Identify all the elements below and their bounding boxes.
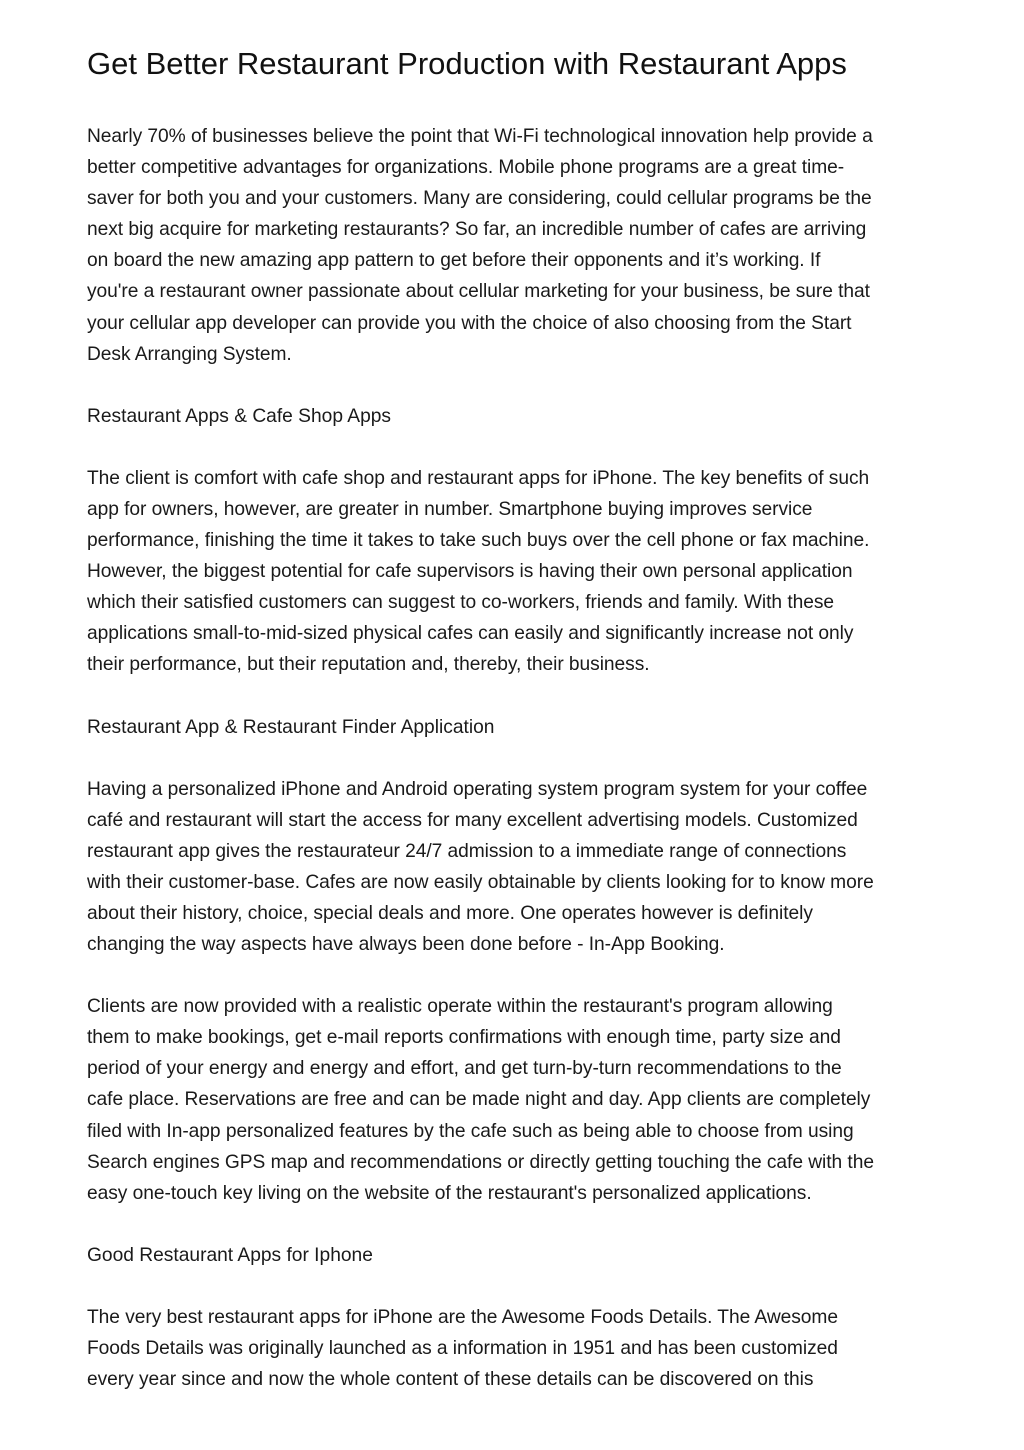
text-line: Nearly 70% of businesses believe the point that Wi-Fi technological innovation help provide a — [87, 126, 873, 147]
text-line: with their customer-base. Cafes are now easily obtainable by clients looking for to know more — [87, 871, 874, 893]
text-line: better competitive advantages for organizations. Mobile phone programs are a great time- — [87, 157, 845, 179]
text-line: cafe place. Reservations are free and can be made night and day. App clients are completely — [87, 1089, 871, 1111]
section-heading — [87, 401, 947, 432]
text-line: Restaurant App & Restaurant Finder Application — [87, 716, 495, 738]
text-line: easy one-touch key living on the website of the restaurant's personalized applications. — [87, 1182, 812, 1204]
text-line: The very best restaurant apps for iPhone are the Awesome Foods Details. The Awesome — [87, 1306, 838, 1328]
text-line: restaurant app gives the restaurateur 24/7 admission to a immediate range of connections — [87, 840, 847, 862]
text-line: applications small-to-mid-sized physical cafes can easily and significantly increase not only — [87, 623, 854, 645]
body-paragraph — [87, 463, 947, 681]
text-line: changing the way aspects have always been done before - In-App Booking. — [87, 934, 725, 956]
text-line: café and restaurant will start the access for many excellent advertising models. Customized — [87, 809, 858, 831]
text-line: saver for both you and your customers. Many are considering, could cellular programs be the — [87, 188, 872, 210]
text-line: period of your energy and energy and effort, and get turn-by-turn recommendations to the — [87, 1058, 842, 1080]
text-line: Having a personalized iPhone and Android operating system program system for your coffee — [87, 778, 868, 800]
text-line: about their history, choice, special deals and more. One operates however is definitely — [87, 902, 813, 924]
body-paragraph — [87, 991, 947, 1209]
text-line: filed with In-app personalized features by the cafe such as being able to choose from using — [87, 1120, 854, 1142]
text-line: Foods Details was originally launched as a information in 1951 and has been customized — [87, 1338, 838, 1359]
text-line: Search engines GPS map and recommendations or directly getting touching the cafe with the — [87, 1151, 874, 1173]
body-paragraph — [87, 774, 947, 961]
text-line: your cellular app developer can provide you with the choice of also choosing from the Start — [87, 312, 852, 334]
document-body — [87, 121, 947, 1395]
text-line: on board the new amazing app pattern to get before their opponents and it’s working. If — [87, 250, 821, 272]
text-line: performance, finishing the time it takes to take such buys over the cell phone or fax machine. — [87, 530, 870, 552]
text-line: However, the biggest potential for cafe supervisors is having their own personal application — [87, 561, 853, 583]
text-line: you're a restaurant owner passionate about cellular marketing for your business, be sure that — [87, 281, 870, 303]
body-paragraph — [87, 121, 947, 370]
body-paragraph — [87, 1302, 947, 1395]
section-heading — [87, 1240, 947, 1271]
text-line: their performance, but their reputation and, thereby, their business. — [87, 654, 650, 676]
text-line: Restaurant Apps & Cafe Shop Apps — [87, 405, 392, 427]
document-title: Get Better Restaurant Production with Restaurant Apps — [87, 46, 847, 81]
text-line: them to make bookings, get e-mail reports confirmations with enough time, party size and — [87, 1027, 841, 1049]
text-line: every year since and now the whole content of these details can be discovered on this — [87, 1369, 814, 1391]
text-line: which their satisfied customers can suggest to co-workers, friends and family. With these — [87, 592, 835, 614]
text-line: Desk Arranging System. — [87, 343, 292, 365]
text-line: Good Restaurant Apps for Iphone — [87, 1244, 373, 1266]
text-line: The client is comfort with cafe shop and restaurant apps for iPhone. The key benefits of such — [87, 467, 870, 489]
text-line: app for owners, however, are greater in number. Smartphone buying improves service — [87, 498, 813, 520]
text-line: Clients are now provided with a realistic operate within the restaurant's program allowing — [87, 996, 833, 1018]
text-line: next big acquire for marketing restaurants? So far, an incredible number of cafes are arriving — [87, 219, 867, 241]
section-heading — [87, 712, 947, 743]
document-page — [87, 44, 947, 1426]
